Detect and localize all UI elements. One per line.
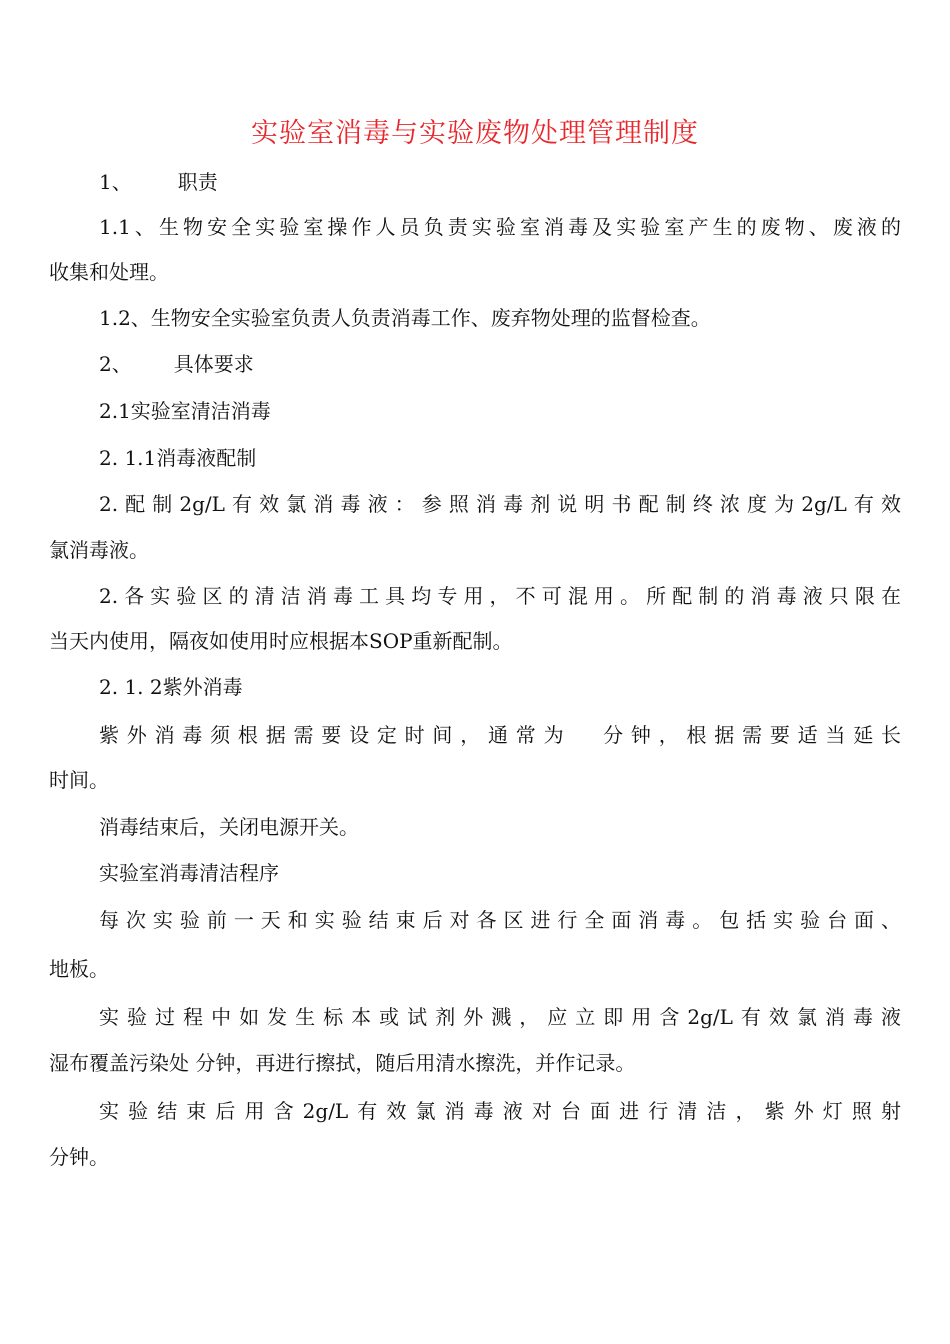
paragraph-end-line-2: 分钟。 [49,1145,109,1169]
section-2-1-heading: 2.1实验室清洁消毒 [99,399,271,423]
paragraph-end-line-1: 实验结束后用含2g/L有效氯消毒液对台面进行清洁，紫外灯照射 [99,1099,901,1123]
paragraph-tools-line-2: 当天内使用，隔夜如使用时应根据本SOP重新配制。 [49,629,513,653]
paragraph-each-line-2: 地板。 [49,957,109,981]
section-2-number: 2、 [99,352,132,376]
section-1-heading [99,168,901,196]
paragraph-1-1-line-2: 收集和处理。 [49,260,169,284]
paragraph-tools-line-1: 2.各实验区的清洁消毒工具均专用，不可混用。所配制的消毒液只限在 [99,584,901,608]
paragraph-spill-line-1: 实验过程中如发生标本或试剂外溅，应立即用含2g/L有效氯消毒液 [99,1005,901,1029]
paragraph-uv-line-1-part-2: 分钟，根据需要适当延长 [595,723,902,747]
section-2-title: 具体要求 [173,352,254,376]
paragraph-uv-end: 消毒结束后，关闭电源开关。 [99,815,359,839]
paragraph-spill-line-2: 湿布覆盖污染处 分钟，再进行擦拭，随后用清水擦洗，并作记录。 [49,1051,636,1075]
paragraph-config-line-2: 氯消毒液。 [49,538,149,562]
section-2-heading [99,350,901,378]
section-1-title: 职责 [177,170,218,194]
section-2-1-1-heading: 2. 1.1消毒液配制 [99,446,257,470]
paragraph-1-1-line-1: 1.1、生物安全实验室操作人员负责实验室消毒及实验室产生的废物、废液的 [99,215,901,239]
paragraph-procedure-heading: 实验室消毒清洁程序 [99,861,279,885]
paragraph-1-2: 1.2、生物安全实验室负责人负责消毒工作、废弃物处理的监督检查。 [99,306,711,330]
paragraph-each-line-1: 每次实验前一天和实验结束后对各区进行全面消毒。包括实验台面、 [99,908,901,932]
paragraph-uv-line-1 [99,721,901,749]
section-1-number: 1、 [99,170,132,194]
section-2-1-2-heading: 2. 1. 2紫外消毒 [99,675,243,699]
paragraph-config-line-1: 2.配制2g/L有效氯消毒液：参照消毒剂说明书配制终浓度为2g/L有效 [99,492,901,516]
document-title: 实验室消毒与实验废物处理管理制度 [251,118,699,149]
paragraph-uv-line-1-part-1: 紫外消毒须根据需要设定时间，通常为 [99,723,572,747]
paragraph-uv-line-2: 时间。 [49,768,109,792]
